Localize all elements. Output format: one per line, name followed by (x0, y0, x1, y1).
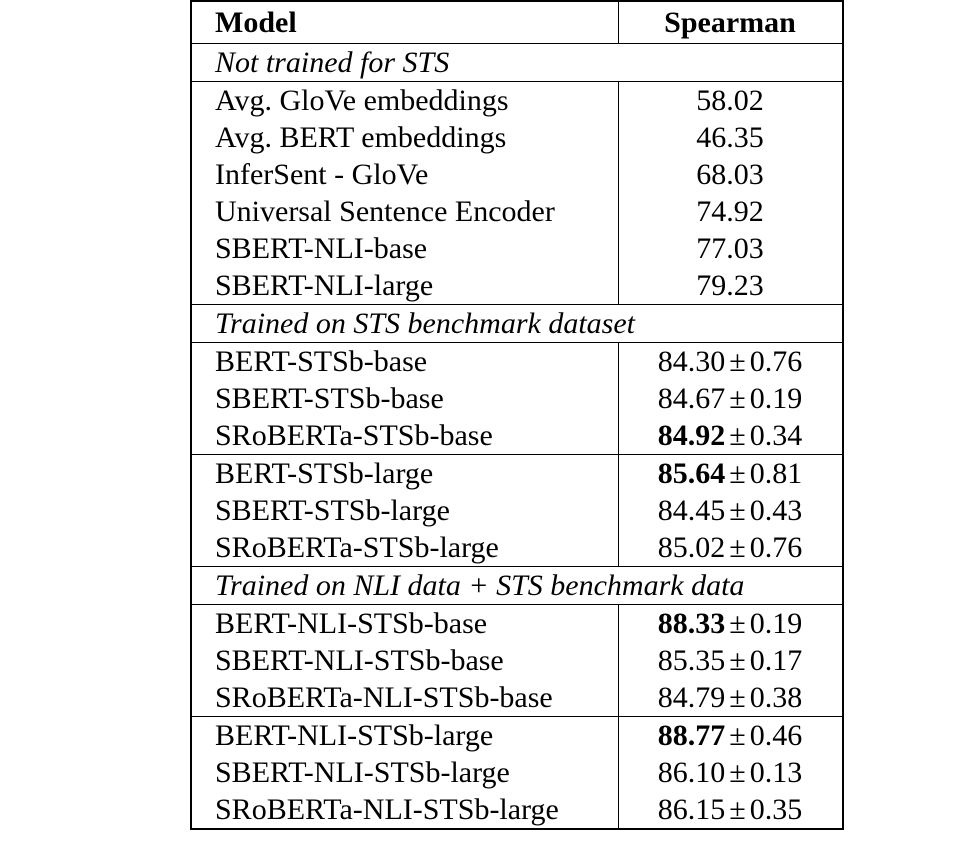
std-dev-value: 0.13 (749, 756, 803, 789)
spearman-cell (618, 529, 843, 567)
spearman-cell (618, 642, 843, 679)
spearman-value: 85.02 (657, 531, 726, 564)
spearman-value: 46.35 (696, 121, 764, 154)
spearman-cell (618, 492, 843, 529)
spearman-cell (618, 455, 843, 493)
spearman-cell (618, 605, 843, 643)
model-name: SBERT-NLI-base (191, 230, 618, 267)
table-row (191, 156, 843, 193)
table-row (191, 717, 843, 755)
model-name: Avg. GloVe embeddings (191, 82, 618, 120)
spearman-cell (618, 193, 843, 230)
section-title: Trained on NLI data + STS benchmark data (191, 567, 843, 605)
spearman-value: 84.45 (657, 494, 726, 527)
section-header-row (191, 305, 843, 343)
model-name: SBERT-NLI-large (191, 267, 618, 305)
std-dev-value: 0.34 (749, 419, 803, 452)
std-dev-value: 0.81 (749, 457, 803, 490)
spearman-cell (618, 791, 843, 829)
std-dev-value: 0.19 (749, 607, 803, 640)
table-row (191, 267, 843, 305)
table-row (191, 343, 843, 381)
model-name: BERT-STSb-base (191, 343, 618, 381)
spearman-value: 84.79 (657, 681, 726, 714)
std-dev-value: 0.76 (749, 531, 803, 564)
plus-minus-sign: ± (729, 382, 746, 415)
spearman-cell (618, 82, 843, 120)
std-dev-value: 0.17 (749, 644, 803, 677)
std-dev-value: 0.19 (749, 382, 803, 415)
results-table (190, 0, 844, 830)
table-row (191, 455, 843, 493)
section-title: Trained on STS benchmark dataset (191, 305, 843, 343)
header-spearman: Spearman (618, 1, 843, 44)
model-name: BERT-STSb-large (191, 455, 618, 493)
spearman-value: 84.67 (657, 382, 726, 415)
std-dev-value: 0.46 (749, 719, 803, 752)
spearman-value: 85.35 (657, 644, 726, 677)
table-row (191, 679, 843, 717)
spearman-cell (618, 679, 843, 717)
table-row (191, 230, 843, 267)
spearman-value: 84.30 (657, 345, 726, 378)
std-dev-value: 0.76 (749, 345, 803, 378)
model-name: SBERT-NLI-STSb-base (191, 642, 618, 679)
plus-minus-sign: ± (729, 793, 746, 826)
spearman-value: 88.77 (657, 719, 726, 752)
table-row (191, 791, 843, 829)
plus-minus-sign: ± (729, 457, 746, 490)
std-dev-value: 0.35 (749, 793, 803, 826)
table-row (191, 605, 843, 643)
model-name: SBERT-NLI-STSb-large (191, 754, 618, 791)
table-row (191, 82, 843, 120)
model-name: SRoBERTa-NLI-STSb-large (191, 791, 618, 829)
spearman-cell (618, 156, 843, 193)
spearman-value: 77.03 (696, 232, 764, 265)
spearman-cell (618, 230, 843, 267)
spearman-value: 68.03 (696, 158, 764, 191)
spearman-cell (618, 343, 843, 381)
model-name: SRoBERTa-NLI-STSb-base (191, 679, 618, 717)
model-name: SRoBERTa-STSb-large (191, 529, 618, 567)
spearman-cell (618, 267, 843, 305)
header-row (191, 1, 843, 44)
model-name: BERT-NLI-STSb-base (191, 605, 618, 643)
section-title: Not trained for STS (191, 44, 843, 82)
spearman-cell (618, 754, 843, 791)
table-row (191, 642, 843, 679)
model-name: Universal Sentence Encoder (191, 193, 618, 230)
table-body (191, 44, 843, 830)
plus-minus-sign: ± (729, 531, 746, 564)
header-model: Model (191, 1, 618, 44)
spearman-value: 74.92 (696, 195, 764, 228)
plus-minus-sign: ± (729, 681, 746, 714)
std-dev-value: 0.43 (749, 494, 803, 527)
table-row (191, 119, 843, 156)
plus-minus-sign: ± (729, 345, 746, 378)
plus-minus-sign: ± (729, 756, 746, 789)
spearman-value: 86.10 (657, 756, 726, 789)
spearman-cell (618, 380, 843, 417)
model-name: BERT-NLI-STSb-large (191, 717, 618, 755)
spearman-value: 85.64 (657, 457, 726, 490)
spearman-cell (618, 417, 843, 455)
spearman-cell (618, 119, 843, 156)
model-name: SRoBERTa-STSb-base (191, 417, 618, 455)
spearman-value: 86.15 (657, 793, 726, 826)
model-name: InferSent - GloVe (191, 156, 618, 193)
model-name: SBERT-STSb-base (191, 380, 618, 417)
table-row (191, 380, 843, 417)
plus-minus-sign: ± (729, 419, 746, 452)
plus-minus-sign: ± (729, 607, 746, 640)
table-row (191, 754, 843, 791)
spearman-cell (618, 717, 843, 755)
section-header-row (191, 567, 843, 605)
spearman-value: 58.02 (696, 84, 764, 117)
model-name: Avg. BERT embeddings (191, 119, 618, 156)
spearman-value: 79.23 (696, 269, 764, 302)
table-row (191, 193, 843, 230)
plus-minus-sign: ± (729, 719, 746, 752)
table-row (191, 417, 843, 455)
table-row (191, 492, 843, 529)
std-dev-value: 0.38 (749, 681, 803, 714)
table-row (191, 529, 843, 567)
section-header-row (191, 44, 843, 82)
model-name: SBERT-STSb-large (191, 492, 618, 529)
plus-minus-sign: ± (729, 644, 746, 677)
plus-minus-sign: ± (729, 494, 746, 527)
spearman-value: 88.33 (657, 607, 726, 640)
spearman-value: 84.92 (657, 419, 726, 452)
